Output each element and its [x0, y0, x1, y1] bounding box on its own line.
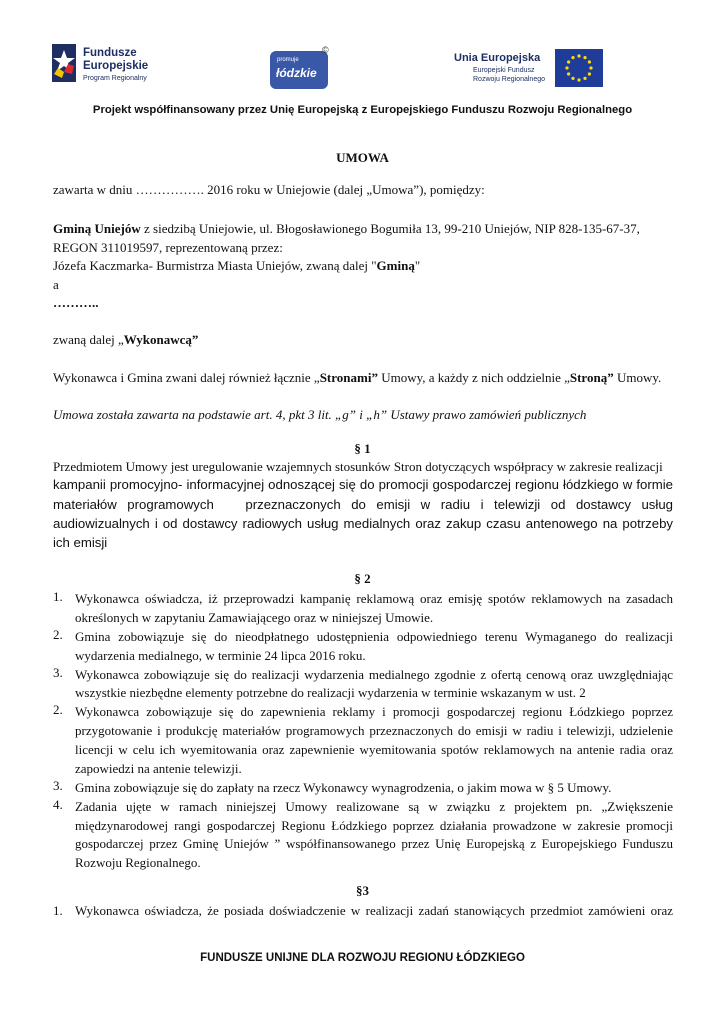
section1-heading: § 1: [354, 441, 371, 456]
party1-line3: [53, 257, 420, 274]
party1-address: z siedzibą Uniejowie, ul. Błogosławionego Bogumiła 13, 99-210 Uniejów, NIP 828-135-67-37,: [140, 221, 640, 236]
section2-item-line: wydarzenia medialnego, w terminie 24 lipca 2016 roku.: [75, 647, 366, 663]
section2-item-number: 1.: [53, 589, 63, 604]
fe-logo-line3: Program Regionalny: [83, 75, 147, 82]
legal-basis: Umowa została zawarta na podstawie art. 4, pkt 3 lit. „g” i „h” Ustawy prawo zamówień publicznych: [53, 407, 587, 422]
footer-slogan: FUNDUSZE UNIJNE DLA ROZWOJU REGIONU ŁÓDZKIEGO: [200, 952, 525, 964]
section1-line1: Przedmiotem Umowy jest uregulowanie wzajemnych stosunków Stron dotyczących współpracy w zakresie realizacji: [53, 459, 663, 474]
section1-line3: materiałów programowych przeznaczonych do emisji w radiu i telewizji od dostawcy usług: [53, 497, 673, 512]
parties-a: Wykonawca i Gmina zwani dalej również łącznie „: [53, 370, 320, 385]
ue-logo-title: Unia Europejska: [454, 52, 541, 64]
party1-rep-end: ": [414, 258, 421, 273]
lodz-logo-big: łódzkie: [276, 66, 317, 80]
section2-item-line: międzynarodowej rangi gospodarczej Regionu Łódzkiego poprzez działania prowadzone w zakresie promocji: [75, 817, 673, 833]
section2-item: [75, 627, 673, 665]
section2-item-line: Rozwoju Regionalnego.: [75, 855, 201, 871]
party1-line1: [53, 220, 640, 237]
party1-name: Gminą Uniejów: [53, 221, 141, 236]
lodz-logo-small: promuje: [277, 57, 299, 63]
section2-item: [75, 778, 673, 797]
section2-item: [75, 797, 673, 872]
section3-item-text: Wykonawca oświadcza, że posiada doświadczenie w realizacji zadań stanowiących przedmiot zamówieni oraz: [75, 903, 673, 918]
fe-logo-line1: Fundusze: [83, 47, 137, 59]
party2-placeholder: ………..: [53, 295, 99, 310]
parties-line: [53, 369, 661, 386]
date-line: zawarta w dniu ……………. 2016 roku w Uniejowie (dalej „Umowa”), pomiędzy:: [53, 182, 485, 197]
section2-item-number: 3.: [53, 664, 63, 680]
section2-item-line: Zadania ujęte w ramach niniejszej Umowy realizowane są w związku z projektem pn. „Zwiększenie: [75, 798, 673, 814]
parties-c: Umowy, a każdy z nich oddzielnie „: [377, 370, 570, 385]
cofinancing-statement: Projekt współfinansowany przez Unię Europejską z Europejskiego Funduszu Rozwoju Regionalnego: [92, 104, 633, 116]
section2-item: [75, 589, 673, 627]
section2-item-number: 3.: [53, 777, 63, 793]
eu-flag-icon: [555, 49, 603, 87]
section2-item-line: gospodarczej przez Gminę Uniejów ” współfinansowanego przez Unię Europejską z Europejskiego Funduszu: [75, 836, 673, 852]
section2-item-line: Wykonawca zobowiązuje się do realizacji wydarzenia medialnego zgodnie z ofertą cenową oraz uwzględniając: [75, 666, 673, 682]
ue-logo-line1: Europejski Fundusz: [473, 67, 535, 74]
fundusze-europejskie-logo: [52, 44, 172, 88]
party2-alias: Wykonawcą”: [123, 332, 199, 347]
ue-logo-line2: Rozwoju Regionalnego: [473, 76, 545, 83]
section1-line4: audiowizualnych i od dostawcy radiowych usług medialnych oraz zakup czasu antenowego na potrzeby: [53, 516, 673, 531]
section2-item-line: określonych w zapytaniu Zamawiającego oraz w niniejszej Umowie.: [75, 609, 434, 625]
section1-line2: kampanii promocyjno- informacyjnej odnoszącej się do promocji gospodarczej regionu łódzkiego w formie: [53, 477, 673, 492]
party2-prefix: zwaną dalej „: [53, 332, 124, 347]
parties-d: Stroną”: [569, 370, 614, 385]
section2-item-number: 2.: [53, 626, 63, 642]
copyright-mark: ©: [322, 45, 329, 55]
section2-item-line: przygotowanie i produkcję materiałów programowych przeznaczonych do emisji w radiu i telewizji, udzielenie: [75, 723, 673, 739]
section2-item: [75, 702, 673, 777]
party1-alias: Gminą: [376, 258, 415, 273]
fe-star-icon: [52, 44, 80, 82]
parties-e: Umowy.: [613, 370, 662, 385]
section3-heading: §3: [356, 883, 369, 898]
promuje-lodzkie-logo: [270, 45, 329, 89]
party1-rep: Józefa Kaczmarka- Burmistrza Miasta Uniejów, zwaną dalej ": [53, 258, 377, 273]
section2-heading: § 2: [354, 571, 371, 586]
section2-item-line: Gmina zobowiązuje się do zapłaty na rzecz Wykonawcy wynagrodzenia, o jakim mowa w § 5 Umowy.: [75, 779, 612, 795]
section2-item-line: licencji w celu ich wyemitowania oraz zapewnienie wyemitowania spotów reklamowych na antenie radia oraz: [75, 741, 673, 757]
document-title: UMOWA: [336, 150, 389, 165]
section2-item-line: Wykonawca zobowiązuje się do zapewnienia reklamy i promocji gospodarczej regionu Łódzkiego poprzez: [75, 704, 673, 720]
party1-line2: REGON 311019597, reprezentowaną przez:: [53, 240, 283, 255]
section2-item-number: 4.: [53, 796, 63, 812]
parties-b: Stronami”: [319, 370, 378, 385]
section2-item-line: wszystkie niezbędne elementy potrzebne do realizacji wydarzenia w terminie wskazanym w ust. 2: [75, 685, 586, 701]
section2-item-number: 2.: [53, 702, 63, 718]
section2-item-line: Wykonawca oświadcza, iż przeprowadzi kampanię reklamową oraz emisję spotów reklamowych na zasadach: [75, 591, 673, 606]
section3-item-number: 1.: [53, 903, 63, 918]
section2-item: [75, 665, 673, 703]
section2-item-line: zapowiedzi na antenie telewizji.: [75, 760, 242, 776]
and-line: a: [53, 277, 59, 292]
section2-item-line: Gmina zobowiązuje się do nieodpłatnego udostępnienia odpowiedniego terenu Wymaganego do realizacji: [75, 628, 673, 644]
fe-logo-line2: Europejskie: [83, 60, 149, 72]
section1-line5: ich emisji: [53, 535, 108, 550]
party2-line: [53, 331, 198, 348]
